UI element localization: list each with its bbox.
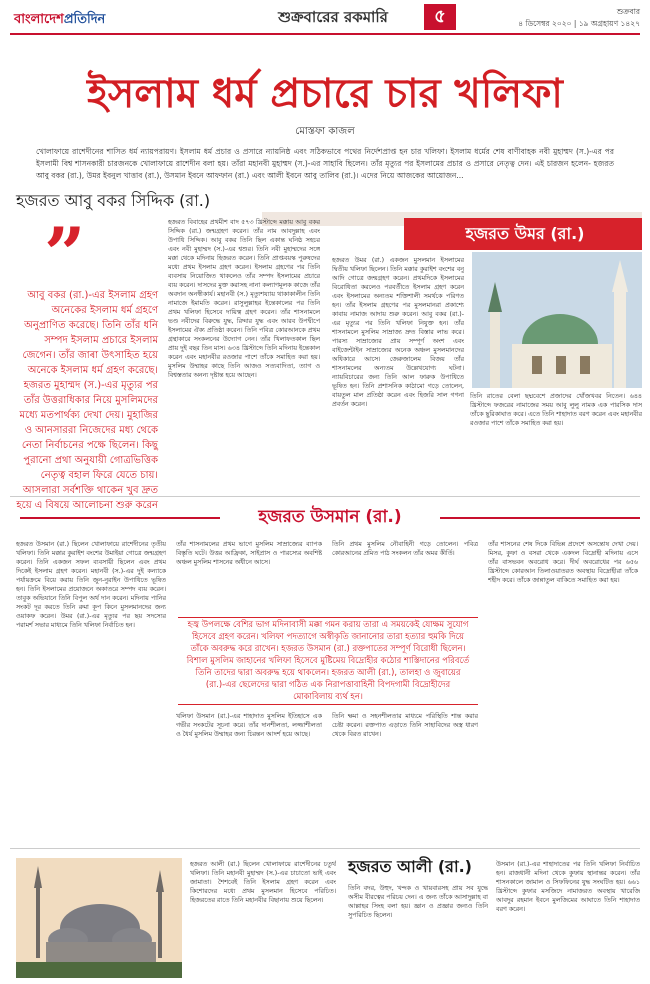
page-header [0, 0, 650, 36]
abu-bakr-pull-quote: আবু বকর (রা.)-এর ইসলাম গ্রহণ অনেকের ইসলাম ধর্ম গ্রহণে অনুপ্রাণিত করেছে। তিনি তাঁর ধনি সম্পদ ইসলাম প্রচারে ইসলাম জেগেন। তাঁর জাৰা উৎসাহিত হয়ে অনেকে ইসলাম ধর্ম গ্রহণ করেছে। হজরত মুহাম্মদ (স.)-এর মৃত্যুর পর তাঁর উত্তরাধিকার নিয়ে মুসলিমদের মধ্যে মতপার্থক্য দেখা দেয়। মুহাজির ও আনসাররা নিজেদের মধ্য থেকে নেতা নির্বাচনের পক্ষে ছিলেন। কিছু পুরানো প্রথা অনুযায়ী গোত্রভিত্তিক নেতৃত্ব বহাল ফিরে যেতে চায়। আসলারা সর্বশক্তি থাকেন খুব দ্রুত হয়ে এ বিষয়ে আলোচনা শুরু করেন [16, 290, 158, 511]
section-divider-2 [10, 848, 640, 849]
usman-body-col2-lower: খলিফা উসমান (রা.)-এর শাহাদাত মুসলিম ইতিহাসে এক গভীর সংকটের সূচনা করে। তাঁর দানশীলতা, লজ্জাশীলতা ও ধৈর্য মুসলিম উম্মাহর জন্য চিরন্তন আদর্শ হয়ে আছে। [176, 713, 322, 738]
ali-heading: হজরত আলী (রা.) [348, 857, 472, 876]
ali-body-col1: হজরত আলী (রা.) ছিলেন খোলাফায়ে রাশেদীনের চতুর্থ খলিফা। তিনি মহানবী মুহাম্মদ (স.)-এর চাচাতো ভাই এবং জামাতা। শৈশবেই তিনি ইসলাম গ্রহণ করেন এবং কিশোরদের মধ্যে প্রথম মুসলমান হিসেবে পরিচিত। হিজরতের রাতে তিনি মহানবীর বিছানায় শুয়ে ছিলেন। [190, 861, 336, 904]
usman-heading-rule-left [20, 517, 220, 519]
usman-heading: হজরত উসমান (রা.) [258, 507, 402, 527]
logo-part1: বাংলাদেশ [14, 12, 64, 27]
issue-date [470, 6, 640, 30]
usman-body-col2: তাঁর শাসনামলের প্রথম ভাগে মুসলিম সাম্রাজ্যের ব্যাপক বিস্তৃতি ঘটে। উত্তর আফ্রিকা, সাইপ্রাস ও পারস্যের অবশিষ্ট অঞ্চল মুসলিম শাসনের অধীনে আসে। [176, 541, 322, 566]
newspaper-logo [14, 8, 134, 32]
umar-body-continued: তিনি রাতের বেলা ছদ্মবেশে প্রজাদের খোঁজখবর নিতেন। ৬৪৪ খ্রিস্টাব্দে ফজরের নামাজের সময় আবু লুলু নামক এক পারসিক দাস তাঁকে ছুরিকাঘাত করে। এতে তিনি শাহাদাত বরণ করেন এবং মহানবীর রওজার পাশে তাঁকে সমাহিত করা হয়। [470, 393, 642, 427]
section-divider [10, 496, 640, 497]
mosque-skyline-photo [16, 858, 182, 978]
page-number-badge: ৫ [424, 4, 456, 30]
abu-bakr-heading: হজরত আবু বকর সিদ্দিক (রা.) [16, 191, 211, 210]
header-divider [10, 33, 640, 35]
abu-bakr-body: হজরত বিবাহের প্রথমীশ বাদ ৫৭৩ খ্রিস্টাব্দে মক্কায় আবু বকর সিদ্দিক (রা.) জন্মগ্রহণ করেন। তাঁর নাম আবদুল্লাহ এবং উপাধি সিদ্দিক। আবু বকর তিনি ছিল একান্ত ঘনিষ্ঠ সহচর এবং নবী মুহাম্মদ (স.)-এর শ্বশুর। তিনি নবী মুহাম্মদের সঙ্গে মক্কা থেকে মদিনায় হিজরত করেন। তিনি প্রাপ্তবয়স্ক পুরুষদের মধ্যে প্রথম ইসলাম গ্রহণ করেন। ইসলাম গ্রহণের পর তিনি ব্যবসায় নিয়োজিত থাকলেও তাঁর সম্পদ ইসলামের প্রচারে ব্যয় করেন। দাসদের মুক্ত করাসহ নানা কল্যাণমূলক কাজে তাঁর অবদান অনস্বীকার্য। মহানবী (স.) মৃত্যুশয্যায় থাকাকালীন তিনি নামাজে ইমামতি করেন। রাসুলুল্লাহর ইন্তেকালের পর তিনি প্রথম খলিফা হিসেবে দায়িত্ব গ্রহণ করেন। তাঁর শাসনামলে ভণ্ড নবীদের বিরুদ্ধে যুদ্ধ, রিদ্দার যুদ্ধ এবং আরব উপদ্বীপে ইসলামের ঐক্য প্রতিষ্ঠা করেন। তিনি পবিত্র কোরআনকে প্রথম গ্রন্থাকারে সংকলনের উদ্যোগ নেন। তাঁর খিলাফতকাল ছিল প্রায় দুই বছর তিন মাস। ৬৩৪ খ্রিস্টাব্দে তিনি মদিনায় ইন্তেকাল করেন এবং মহানবীর রওজার পাশে তাঁকে সমাহিত করা হয়। মুসলিম উম্মাহর কাছে তিনি আজও সত্যবাদিতা, ত্যাগ ও বিশ্বস্ততার অনন্য দৃষ্টান্ত হয়ে আছেন। [168, 219, 320, 379]
section-title: শুক্রবারের রকমারি [278, 8, 388, 26]
usman-body-col4: তাঁর শাসনের শেষ দিকে বিভিন্ন প্রদেশে অসন্তোষ দেখা দেয়। মিসর, কুফা ও বসরা থেকে একদল বিদ্রোহী মদিনায় এসে তাঁর বাসভবন অবরোধ করে। দীর্ঘ অবরোধের পর ৬৫৬ খ্রিস্টাব্দে কোরআন তিলাওয়াতরত অবস্থায় বিদ্রোহীরা তাঁকে শহীদ করে। তাঁকে জান্নাতুল বাকিতে সমাহিত করা হয়। [488, 541, 638, 584]
issue-day: শুক্রবার [616, 7, 640, 16]
usman-body-col1: হজরত উসমান (রা.) ছিলেন খোলাফায়ে রাশেদীনের তৃতীয় খলিফা। তিনি মক্কার কুরাইশ বংশের উমাইয়া গোত্রে জন্মগ্রহণ করেন। তিনি একজন সফল ব্যবসায়ী ছিলেন এবং প্রথম দিকেই ইসলাম গ্রহণ করেন। মহানবী (স.)-এর দুই কন্যাকে পর্যায়ক্রমে বিয়ে করায় তিনি জুন-নুরাইন উপাধিতে ভূষিত হন। তিনি ইসলামের প্রয়োজনে অকাতরে সম্পদ ব্যয় করেন। তাবুক অভিযানে তিনি বিপুল অর্থ দান করেন। মদিনায় পানির সংকট দূর করতে তিনি রুমা কূপ কিনে মুসলমানদের জন্য ওয়াকফ করেন। উমর (রা.)-এর মৃত্যুর পর ছয় সদস্যের পরামর্শ সভার মাধ্যমে তিনি খলিফা নির্বাচিত হন। [16, 541, 166, 629]
intro-paragraph: খোলাফায়ে রাশেদীনের শাসিত ধর্ম ন্যায়পরায়ণ। ইসলাম ধর্ম প্রচার ও প্রসারে ন্যায়নিষ্ঠ এবং সঠিকভাবে পথের নির্দেশপ্রাপ্ত হন চার খলিফা। ইসলাম ধর্মের শেষ বাণীবাহক নবী মুহাম্মদ (স.)-এর পর ইসলামী বিশ্ব শাসনকারী চারজনকে খোলাফায়ে রাশেদীন বলা হয়। তাঁরা মহানবী মুহাম্মদ (স.)-এর সাহাবি ছিলেন। তাঁর মৃত্যুর পর ইসলামের প্রচার ও প্রসারে নেতৃত্ব দেন। এই চারজন হলেন- হজরত আবু বকর (রা.), উমর ইবনুল খাত্তাব (রা.), উসমান ইবনে আফফান (রা.) এবং আলী ইবনে আবু তালিব (রা.)। এদের নিয়ে আজকের আয়োজন... [36, 147, 615, 180]
ali-body-col3: উসমান (রা.)-এর শাহাদাতের পর তিনি খলিফা নির্বাচিত হন। রাজধানী মদিনা থেকে কুফায় স্থানান্তর করেন। তাঁর শাসনকালে জামাল ও সিফফিনের যুদ্ধ সংঘটিত হয়। ৬৬১ খ্রিস্টাব্দে কুফার মসজিদে নামাজরত অবস্থায় খারেজি আবদুর রহমান ইবনে মুলজিমের আঘাতে তিনি শাহাদাত বরণ করেন। [496, 861, 640, 913]
umar-body: হজরত উমর (রা.) একজন মুসলমান ইসলামের দ্বিতীয় খলিফা ছিলেন। তিনি মক্কার কুরাইশ বংশের বনু আদি গোত্রে জন্মগ্রহণ করেন। প্রথমদিকে ইসলামের বিরোধিতা করলেও পরবর্তীতে ইসলাম গ্রহণ করেন এবং ইসলামের অন্যতম শক্তিশালী সমর্থকে পরিণত হন। তাঁর ইসলাম গ্রহণের পর মুসলমানরা প্রকাশ্যে কাবায় নামাজ আদায় শুরু করেন। আবু বকর (রা.)-এর মৃত্যুর পর তিনি খলিফা নিযুক্ত হন। তাঁর শাসনামলে মুসলিম সাম্রাজ্য দ্রুত বিস্তার লাভ করে। পারস্য সাম্রাজ্যের প্রায় সম্পূর্ণ অংশ এবং বাইজেন্টাইন সাম্রাজ্যের অনেক অঞ্চল মুসলমানদের অধিকারে আসে। জেরুজালেম বিজয় তাঁর শাসনামলের অন্যতম উল্লেখযোগ্য ঘটনা। ন্যায়বিচারের জন্য তিনি আল ফারুক উপাধিতে ভূষিত হন। তিনি প্রশাসনিক কাঠামো গড়ে তোলেন, বায়তুল মাল প্রতিষ্ঠা করেন এবং হিজরি সাল গণনা প্রবর্তন করেন। [332, 257, 464, 408]
mosque-illustration [472, 252, 642, 388]
main-headline: ইসলাম ধর্ম প্রচারে চার খলিফা [87, 71, 563, 117]
umar-heading: হজরত উমর (রা.) [465, 224, 585, 243]
mosque-photo [472, 252, 642, 388]
ali-body-col2: তিনি বদর, উহুদ, খন্দক ও খায়বারসহ প্রায় সব যুদ্ধে অসীম বীরত্বের পরিচয় দেন। এ জন্য তাঁকে আসাদুল্লাহ বা আল্লাহর সিংহ বলা হয়। জ্ঞান ও প্রজ্ঞার জন্যও তিনি সুপরিচিত ছিলেন। [348, 885, 488, 919]
usman-body-col3: তিনি প্রথম মুসলিম নৌবাহিনী গড়ে তোলেন। পবিত্র কোরআনের প্রমিত পাঠ সংকলন তাঁর অমর কীর্তি। [332, 541, 478, 557]
quote-mark-icon: ” [44, 211, 86, 296]
mosque-skyline-illustration [16, 858, 182, 978]
byline: মোস্তফা কাজল [295, 126, 355, 137]
usman-body-col3-lower: তিনি ক্ষমা ও সহনশীলতার মাধ্যমে পরিস্থিতি শান্ত করার চেষ্টা করেন। রক্তপাত এড়াতে তিনি সাহাবিদের অস্ত্র ধারণ থেকে বিরত রাখেন। [332, 713, 478, 738]
usman-pull-quote: হজ্ব উপলক্ষে বেশির ভাগ মদিনাবাসী মক্কা গমন করায় তারা এ সময়কেই যোক্ষম সুযোগ হিসেবে গ্রহণ করেন। খলিফা পদত্যাগে অস্বীকৃতি জানানোর তারা হত্যার হুমকি দিয়ে তাঁকে অবরুদ্ধ করে রাখেন। হজরত উসমান (রা.) রক্তপাতের সম্পূর্ণ বিরোধী ছিলেন। বিশাল মুসলিম জাহানের খলিফা হিসেবে মুষ্টিমেয় বিদ্রোহীর কঠোর শাস্তিদানের পরিবর্তে তিনি তাদের দ্বারা অবরুদ্ধ হয়ে থাকলেন। হজরত আলী (রা.), তালহা ও জুবায়ের (রা.)-এর ছেলেদের দ্বারা গঠিত এক নিরাপত্তাবাহিনী বিপদগামী বিদ্রোহীদের মোকাবিলায় ব্যর্থ হন। [178, 617, 478, 705]
issue-date-line: ৪ ডিসেম্বর ২০২০ | ১৯ অগ্রহায়ণ ১৪২৭ [518, 19, 640, 28]
logo-part2: প্রতিদিন [63, 12, 106, 27]
usman-heading-rule-right [440, 517, 640, 519]
